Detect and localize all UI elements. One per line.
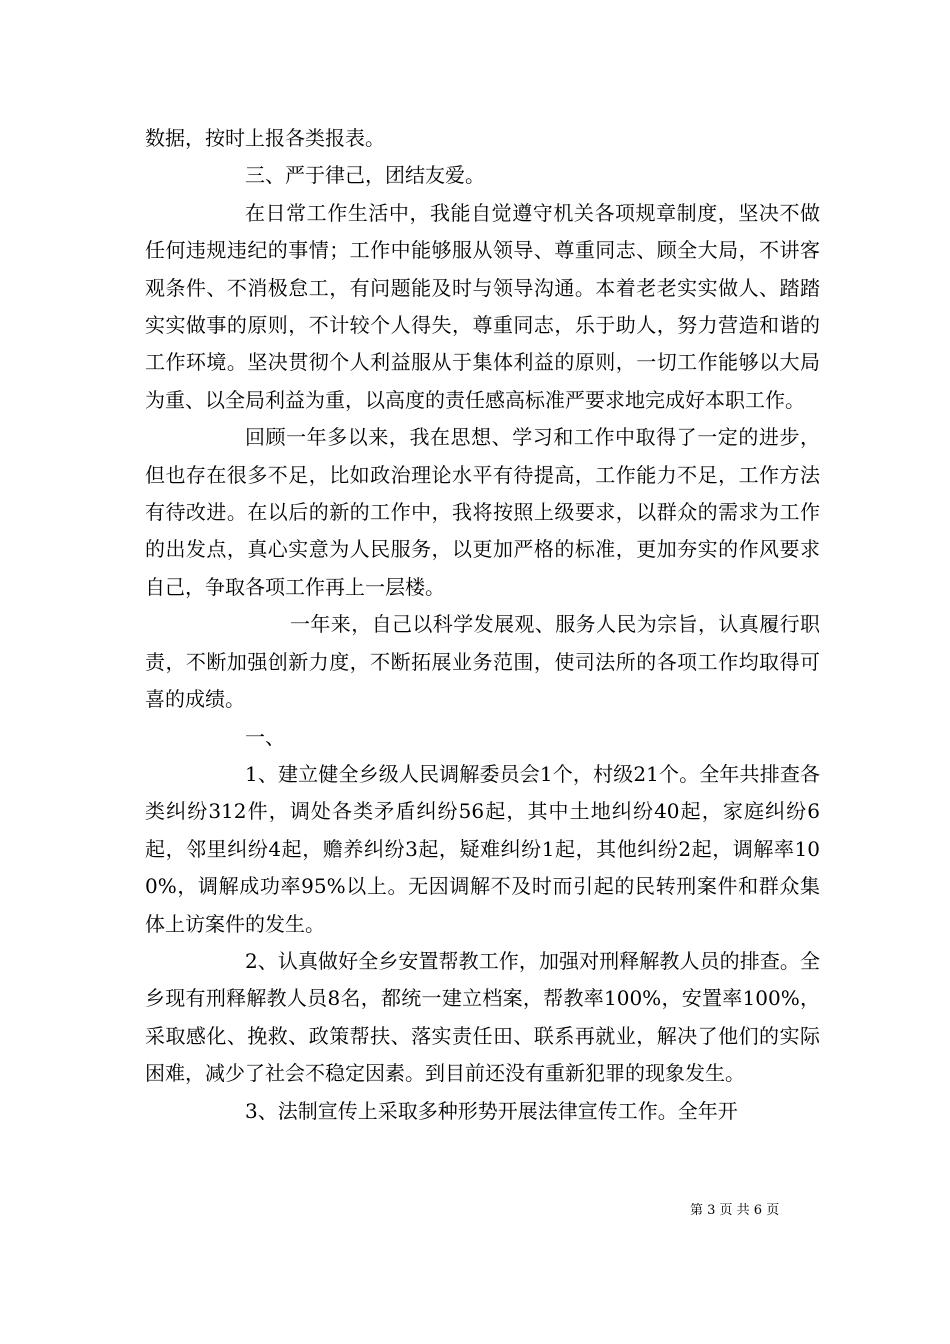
paragraph-review: 回顾一年多以来，我在思想、学习和工作中取得了一定的进步，但也存在很多不足，比如政治理论水平有待提高，工作能力不足，工作方法有待改进。在以后的新的工作中，我将按照上级要求，以群众的需求为工作的出发点，真心实意为人民服务，以更加严格的标准，更加夯实的作风要求自己，争取各项工作再上一层楼。 <box>145 425 820 599</box>
paragraph-item-1: 1、建立健全乡级人民调解委员会1个，村级21个。全年共排查各类纠纷312件，调处各类矛盾纠纷56起，其中土地纠纷40起，家庭纠纷6起，邻里纠纷4起，赡养纠纷3起，疑难纠纷1起，其他纠纷2起，调解率100%，调解成功率95%以上。无因调解不及时而引起的民转刑案件和群众集体上访案件的发生。 <box>145 761 820 936</box>
paragraph-item-2: 2、认真做好全乡安置帮教工作，加强对刑释解教人员的排查。全乡现有刑释解教人员8名，都统一建立档案，帮教率100%，安置率100%，采取感化、挽救、政策帮扶、落实责任田、联系再就业，解决了他们的实际困难，减少了社会不稳定因素。到目前还没有重新犯罪的现象发生。 <box>145 948 820 1086</box>
document-body <box>145 120 820 1130</box>
section-heading-one: 一、 <box>245 724 285 749</box>
paragraph-discipline: 在日常工作生活中，我能自觉遵守机关各项规章制度，坚决不做任何违规违纪的事情；工作中能够服从领导、尊重同志、顾全大局，不讲客观条件、不消极怠工，有问题能及时与领导沟通。本着老老实实做人、踏踏实实做事的原则，不计较个人得失，尊重同志，乐于助人，努力营造和谐的工作环境。坚决贯彻个人利益服从于集体利益的原则，一切工作能够以大局为重、以全局利益为重，以高度的责任感高标准严要求地完成好本职工作。 <box>145 200 820 412</box>
paragraph-continuation: 数据，按时上报各类报表。 <box>145 126 385 150</box>
section-heading-three: 三、严于律己，团结友爱。 <box>245 163 485 188</box>
paragraph-year-summary: 一年来，自己以科学发展观、服务人民为宗旨，认真履行职责，不断加强创新力度，不断拓展业务范围，使司法所的各项工作均取得可喜的成绩。 <box>145 612 820 712</box>
page-number-footer: 第 3 页 共 6 页 <box>690 1203 780 1218</box>
paragraph-item-3: 3、法制宣传上采取多种形势开展法律宣传工作。全年开 <box>245 1098 738 1123</box>
